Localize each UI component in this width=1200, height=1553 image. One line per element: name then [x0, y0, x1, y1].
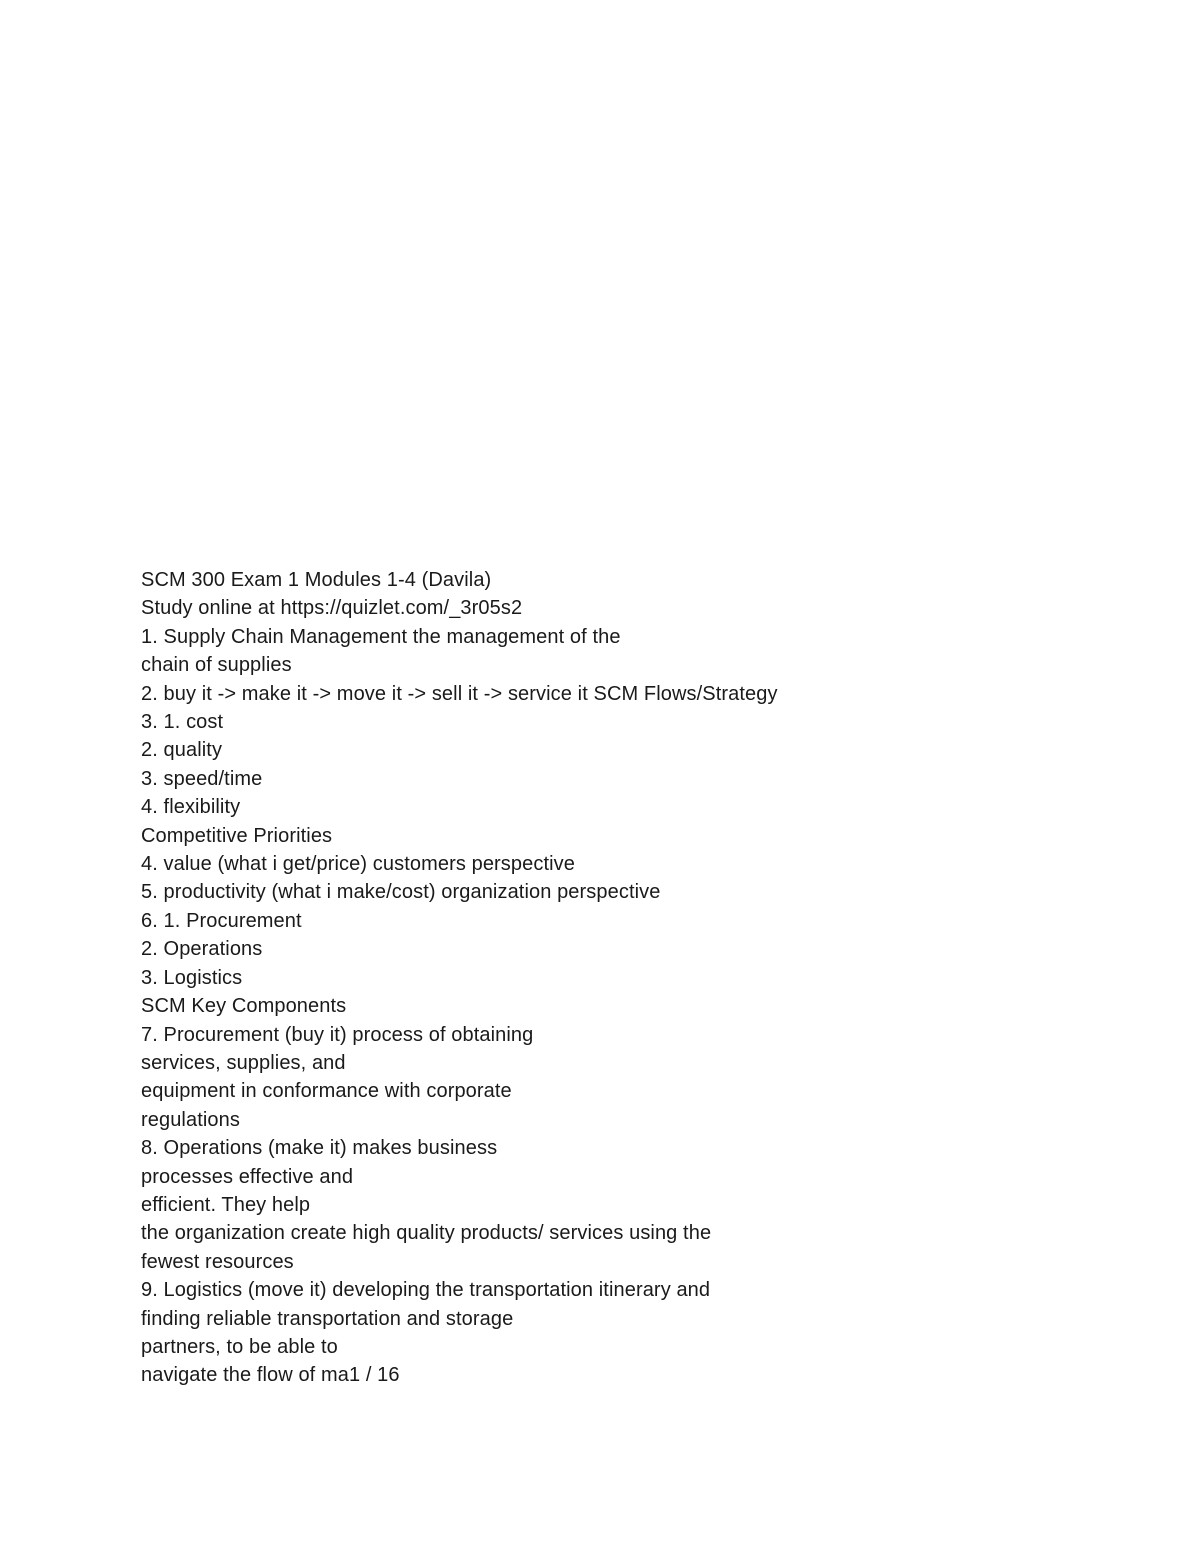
text-line: 1. Supply Chain Management the management of the [141, 625, 621, 648]
text-line: 8. Operations (make it) makes business [141, 1137, 498, 1160]
text-line: partners, to be able to [141, 1335, 338, 1358]
text-line: 4. flexibility [141, 796, 241, 819]
text-line: efficient. They help [141, 1193, 311, 1216]
text-line: 5. productivity (what i make/cost) organization perspective [141, 881, 661, 904]
text-line-with-page-number: navigate the flow of ma1 / 16 [141, 1364, 400, 1387]
study-online-line: Study online at https://quizlet.com/_3r05s2 [141, 597, 523, 620]
text-line: the organization create high quality products/ services using the [141, 1222, 712, 1245]
document-title: SCM 300 Exam 1 Modules 1-4 (Davila) [141, 569, 492, 591]
text-line: 9. Logistics (move it) developing the transportation itinerary and [141, 1279, 711, 1302]
text-line: 2. quality [141, 739, 223, 762]
text-line: 3. 1. cost [141, 711, 224, 734]
document-text [141, 566, 1141, 1390]
text-line: 2. buy it -> make it -> move it -> sell it -> service it SCM Flows/Strategy [141, 682, 778, 705]
text-line: fewest resources [141, 1250, 294, 1273]
text-line: SCM Key Components [141, 995, 347, 1018]
text-line: finding reliable transportation and storage [141, 1307, 514, 1330]
text-line: 6. 1. Procurement [141, 909, 302, 932]
text-line: regulations [141, 1108, 240, 1131]
text-line: 3. speed/time [141, 767, 263, 790]
text-line: 2. Operations [141, 938, 263, 961]
text-line: 3. Logistics [141, 966, 243, 989]
text-line: services, supplies, and [141, 1051, 346, 1074]
text-line: 7. Procurement (buy it) process of obtaining [141, 1023, 534, 1046]
text-line: chain of supplies [141, 654, 292, 677]
text-line: 4. value (what i get/price) customers perspective [141, 853, 575, 876]
text-line: equipment in conformance with corporate [141, 1080, 512, 1103]
text-line: Competitive Priorities [141, 824, 333, 847]
text-line: processes effective and [141, 1165, 354, 1188]
